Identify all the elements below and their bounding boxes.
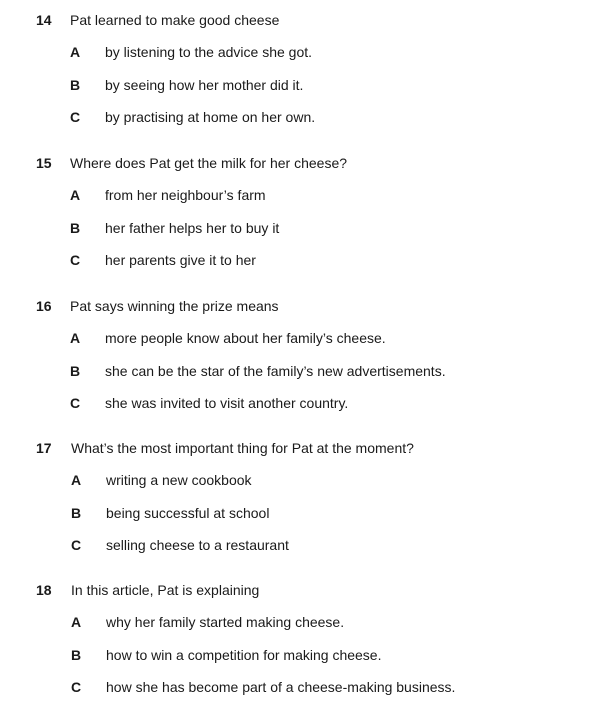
option-c[interactable] (0, 534, 615, 556)
option-letter: B (70, 363, 81, 379)
option-b[interactable] (0, 644, 615, 666)
question-number: 18 (36, 582, 52, 598)
option-text: writing a new cookbook (106, 472, 252, 488)
question-stem (0, 579, 615, 601)
option-a[interactable] (0, 611, 615, 633)
option-text: she can be the star of the family’s new advertisements. (105, 363, 446, 379)
option-letter: A (71, 472, 82, 488)
question-stem (0, 9, 615, 31)
option-letter: C (70, 252, 81, 268)
option-text: by practising at home on her own. (105, 109, 316, 125)
option-c[interactable] (0, 676, 615, 698)
option-letter: A (70, 330, 81, 346)
option-text: from her neighbour’s farm (105, 187, 266, 203)
option-text: her parents give it to her (105, 252, 256, 268)
question-number: 14 (36, 12, 52, 28)
option-b[interactable] (0, 74, 615, 96)
option-text: her father helps her to buy it (105, 220, 280, 236)
option-letter: B (71, 505, 82, 521)
option-letter: C (71, 679, 82, 695)
option-c[interactable] (0, 106, 615, 128)
option-text: she was invited to visit another country. (105, 395, 349, 411)
option-b[interactable] (0, 502, 615, 524)
option-letter: C (71, 537, 82, 553)
question-text: What’s the most important thing for Pat at the moment? (71, 440, 414, 456)
option-c[interactable] (0, 392, 615, 414)
option-a[interactable] (0, 327, 615, 349)
option-letter: C (70, 395, 81, 411)
option-b[interactable] (0, 217, 615, 239)
option-letter: A (70, 187, 81, 203)
option-a[interactable] (0, 469, 615, 491)
option-a[interactable] (0, 41, 615, 63)
question-text: In this article, Pat is explaining (71, 582, 260, 598)
option-letter: A (70, 44, 81, 60)
option-text: being successful at school (106, 505, 270, 521)
option-letter: A (71, 614, 82, 630)
option-b[interactable] (0, 360, 615, 382)
question-stem (0, 152, 615, 174)
option-letter: C (70, 109, 81, 125)
option-text: how to win a competition for making cheese. (106, 647, 382, 663)
question-text: Pat learned to make good cheese (70, 12, 280, 28)
option-text: more people know about her family’s cheese. (105, 330, 386, 346)
question-number: 16 (36, 298, 52, 314)
option-c[interactable] (0, 249, 615, 271)
question-number: 15 (36, 155, 52, 171)
option-text: by seeing how her mother did it. (105, 77, 304, 93)
question-text: Where does Pat get the milk for her cheese? (70, 155, 348, 171)
question-text: Pat says winning the prize means (70, 298, 279, 314)
option-text: selling cheese to a restaurant (106, 537, 289, 553)
question-stem (0, 295, 615, 317)
option-letter: B (70, 77, 81, 93)
option-text: how she has become part of a cheese-making business. (106, 679, 456, 695)
option-letter: B (71, 647, 82, 663)
option-text: by listening to the advice she got. (105, 44, 313, 60)
option-a[interactable] (0, 184, 615, 206)
option-text: why her family started making cheese. (106, 614, 345, 630)
question-number: 17 (36, 440, 52, 456)
option-letter: B (70, 220, 81, 236)
question-stem (0, 437, 615, 459)
